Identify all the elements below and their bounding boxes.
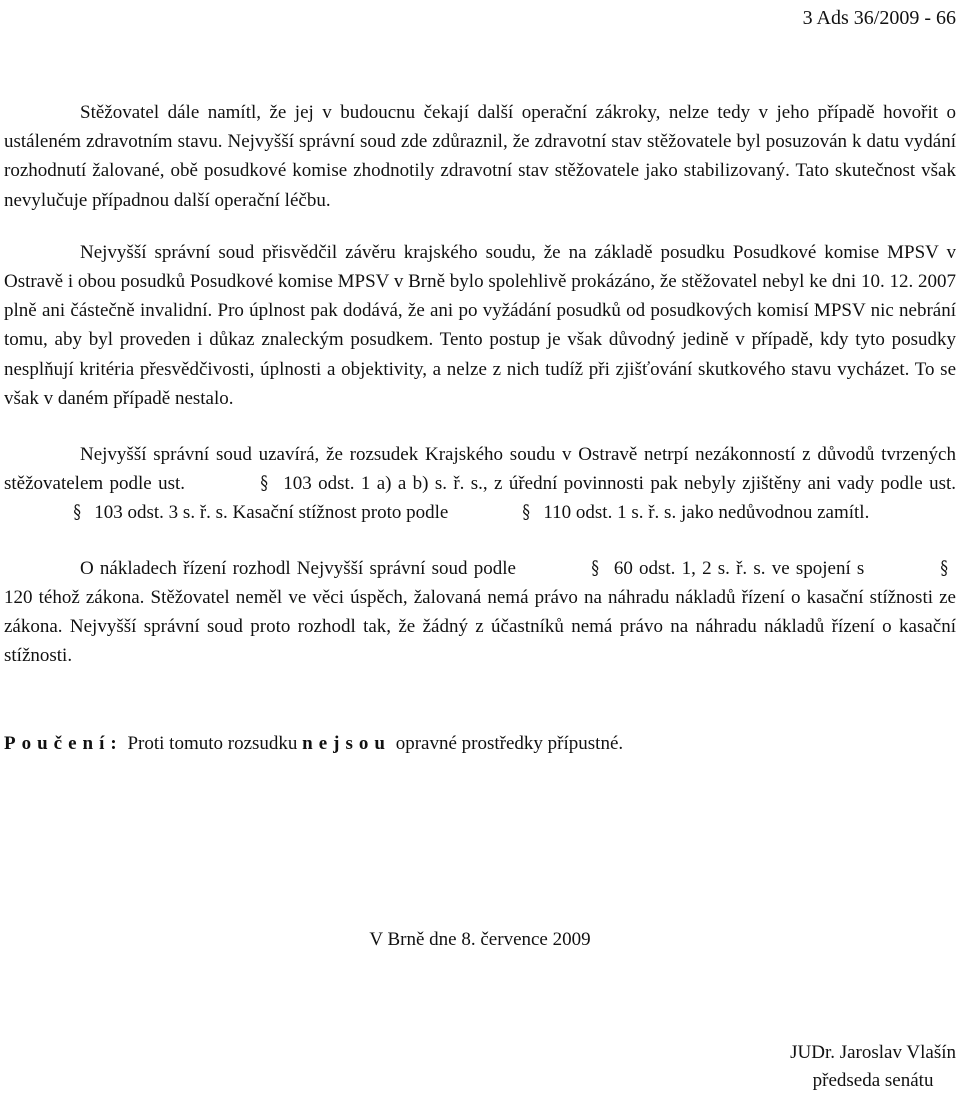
paragraph-4-text-1: O nákladech řízení rozhodl Nejvyšší správní soud podle [80, 557, 523, 579]
notice-text-after: opravné prostředky přípustné. [390, 733, 624, 755]
paragraph-3 [4, 440, 956, 528]
notice-text-before: Proti tomuto rozsudku [122, 733, 303, 755]
case-number: 3 Ads 36/2009 - 66 [802, 7, 956, 29]
date-line: V Brně dne 8. července 2009 [369, 929, 591, 950]
signature-name: JUDr. Jaroslav Vlašín [790, 1042, 956, 1063]
paragraph-3-text-3: 103 odst. 3 s. ř. s. Kasační stížnost proto podle [89, 502, 454, 524]
section-sign: § [73, 501, 81, 524]
signature-block [790, 1039, 956, 1095]
notice-emphasis: nejsou [302, 733, 391, 755]
paragraph-4-text-2: 60 odst. 1, 2 s. ř. s. ve spojení s [607, 557, 871, 579]
paragraph-1: Stěžovatel dále namítl, že jej v budoucnu čekají další operační zákroky, nelze tedy v jeho případě hovořit o ustáleném zdravotním stavu. Nejvyšší správní soud zde zdůraznil, že zdravotní stav stěžovatele byl posuzován k datu vydání rozhodnutí žalované, obě posudkové komise zhodnotily zdravotní stav stěžovatele jako stabilizovaný. Tato skutečnost však nevylučuje případnou další operační léčbu. [4, 102, 956, 211]
legal-notice [4, 729, 956, 758]
notice-label: Poučení: [4, 733, 123, 755]
paragraph-3-text-2: 103 odst. 1 a) a b) s. ř. s., z úřední povinnosti pak nebyly zjištěny ani vady podle ust. [276, 473, 956, 495]
paragraph-3-text-4: 110 odst. 1 s. ř. s. jako nedůvodnou zamítl. [538, 502, 870, 524]
section-sign: § [591, 556, 600, 579]
document-body [4, 98, 956, 758]
paragraph-2: Nejvyšší správní soud přisvědčil závěru krajského soudu, že na základě posudku Posudkové komise MPSV v Ostravě i obou posudků Posudkové komise MPSV v Brně bylo spolehlivě prokázáno, že stěžovatel nebyl ke dni 10. 12. 2007 plně ani částečně invalidní. Pro úplnost pak dodává, že ani po vyžádání posudků od posudkových komisí MPSV nic nebrání tomu, aby byl proveden i důkaz znaleckým posudkem. Tento postup je však důvodný jedině v případě, kdy tyto posudky nesplňují kritéria přesvědčivosti, úplnosti a objektivity, a nelze z nich tudíž při zjišťování skutkového stavu vycházet. To se však v daném případě nestalo. [4, 241, 956, 409]
paragraph-3-text-1: Nejvyšší správní soud uzavírá, že rozsudek Krajského soudu v Ostravě netrpí nezákonností z důvodů tvrzených stěžovatelem podle ust. [4, 444, 956, 495]
section-sign: § [260, 472, 269, 495]
signature-role: předseda senátu [812, 1070, 934, 1091]
paragraph-4 [4, 554, 956, 671]
paragraph-4-text-3: 120 téhož zákona. Stěžovatel neměl ve věci úspěch, žalovaná nemá právo na náhradu nákladů řízení o kasační stížnosti ze zákona. Nejvyšší správní soud proto rozhodl tak, že žádný z účastníků nemá právo na náhradu nákladů řízení o kasační stížnosti. [4, 586, 956, 667]
section-sign: § [522, 501, 531, 524]
section-sign: § [939, 556, 948, 579]
